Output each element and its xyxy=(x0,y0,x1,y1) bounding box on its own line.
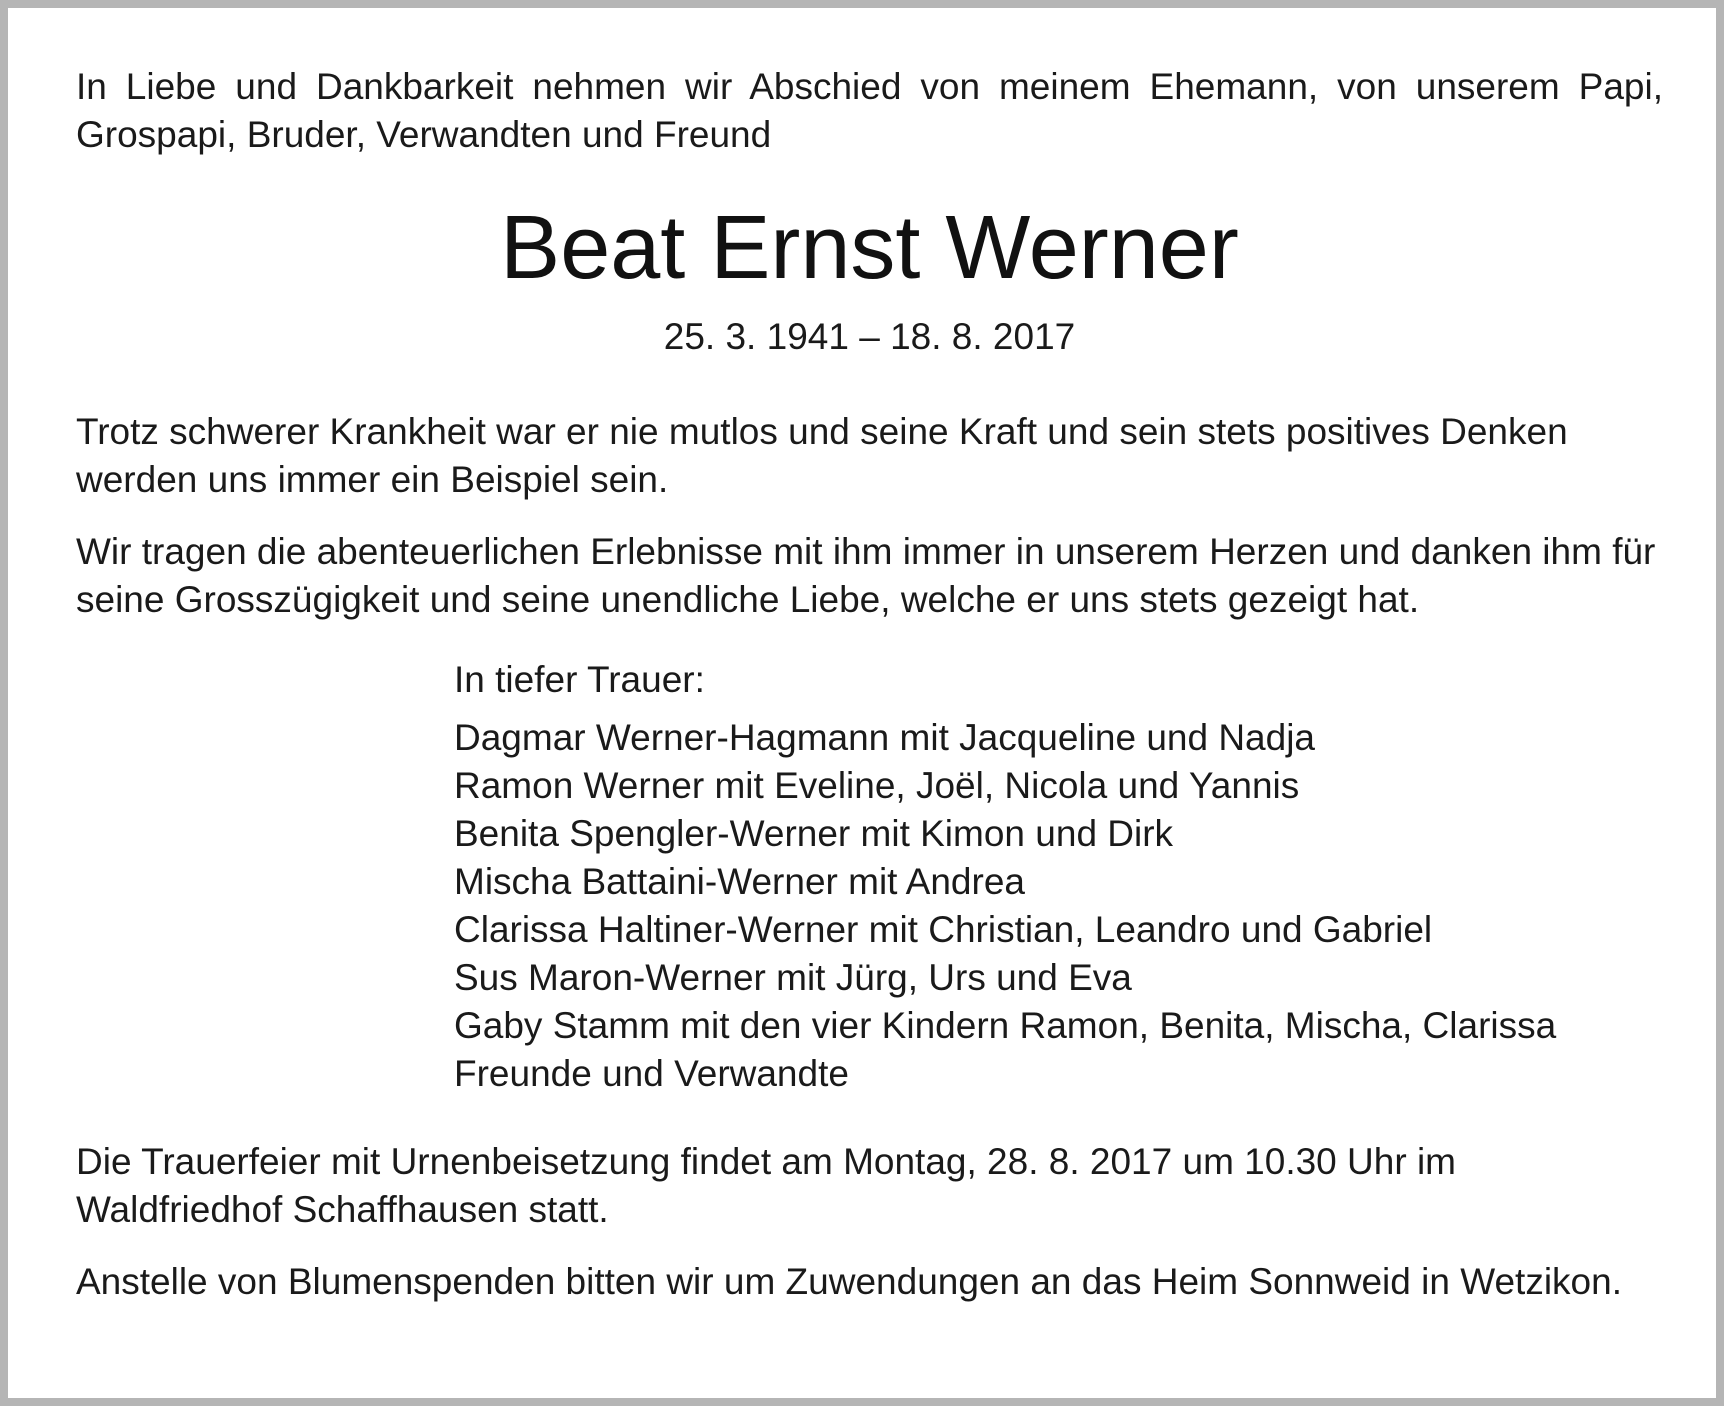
life-dates: 25. 3. 1941 – 18. 8. 2017 xyxy=(663,316,1076,357)
tribute-paragraph-2: Wir tragen die abenteuerlichen Erlebnisse mit ihm immer in unserem Herzen und danken ihm für seine Grosszügigkeit und seine unendliche Liebe, welche er uns stets gezeigt hat. xyxy=(76,531,1656,620)
tribute-paragraph-1: Trotz schwerer Krankheit war er nie mutlos und seine Kraft und sein stets positives Denken werden uns immer ein Beispiel sein. xyxy=(76,411,1568,500)
ceremony-info: Die Trauerfeier mit Urnenbeisetzung findet am Montag, 28. 8. 2017 um 10.30 Uhr im Waldfriedhof Schaffhausen statt. xyxy=(76,1141,1456,1230)
mourner-entry: Gaby Stamm mit den vier Kindern Ramon, Benita, Mischa, Clarissa xyxy=(454,1005,1557,1046)
mourner-entry: Dagmar Werner-Hagmann mit Jacqueline und Nadja xyxy=(454,717,1316,758)
mourner-entry: Freunde und Verwandte xyxy=(454,1053,849,1094)
mourner-entry: Ramon Werner mit Eveline, Joël, Nicola und Yannis xyxy=(454,765,1300,806)
mourner-entry: Clarissa Haltiner-Werner mit Christian, Leandro und Gabriel xyxy=(454,909,1433,950)
mourner-entry: Benita Spengler-Werner mit Kimon und Dirk xyxy=(454,813,1174,854)
intro-text: In Liebe und Dankbarkeit nehmen wir Abschied von meinem Ehemann, von unserem Papi, Grospapi, Bruder, Verwandten und Freund xyxy=(76,66,1663,155)
mourner-entry: Mischa Battaini-Werner mit Andrea xyxy=(454,861,1025,902)
mourning-heading: In tiefer Trauer: xyxy=(454,659,705,700)
donation-request: Anstelle von Blumenspenden bitten wir um Zuwendungen an das Heim Sonnweid in Wetzikon. xyxy=(76,1261,1622,1302)
deceased-name: Beat Ernst Werner xyxy=(500,198,1239,298)
mourners-list xyxy=(454,714,1663,1098)
mourners-section xyxy=(454,656,1663,1098)
mourner-entry: Sus Maron-Werner mit Jürg, Urs und Eva xyxy=(454,957,1132,998)
